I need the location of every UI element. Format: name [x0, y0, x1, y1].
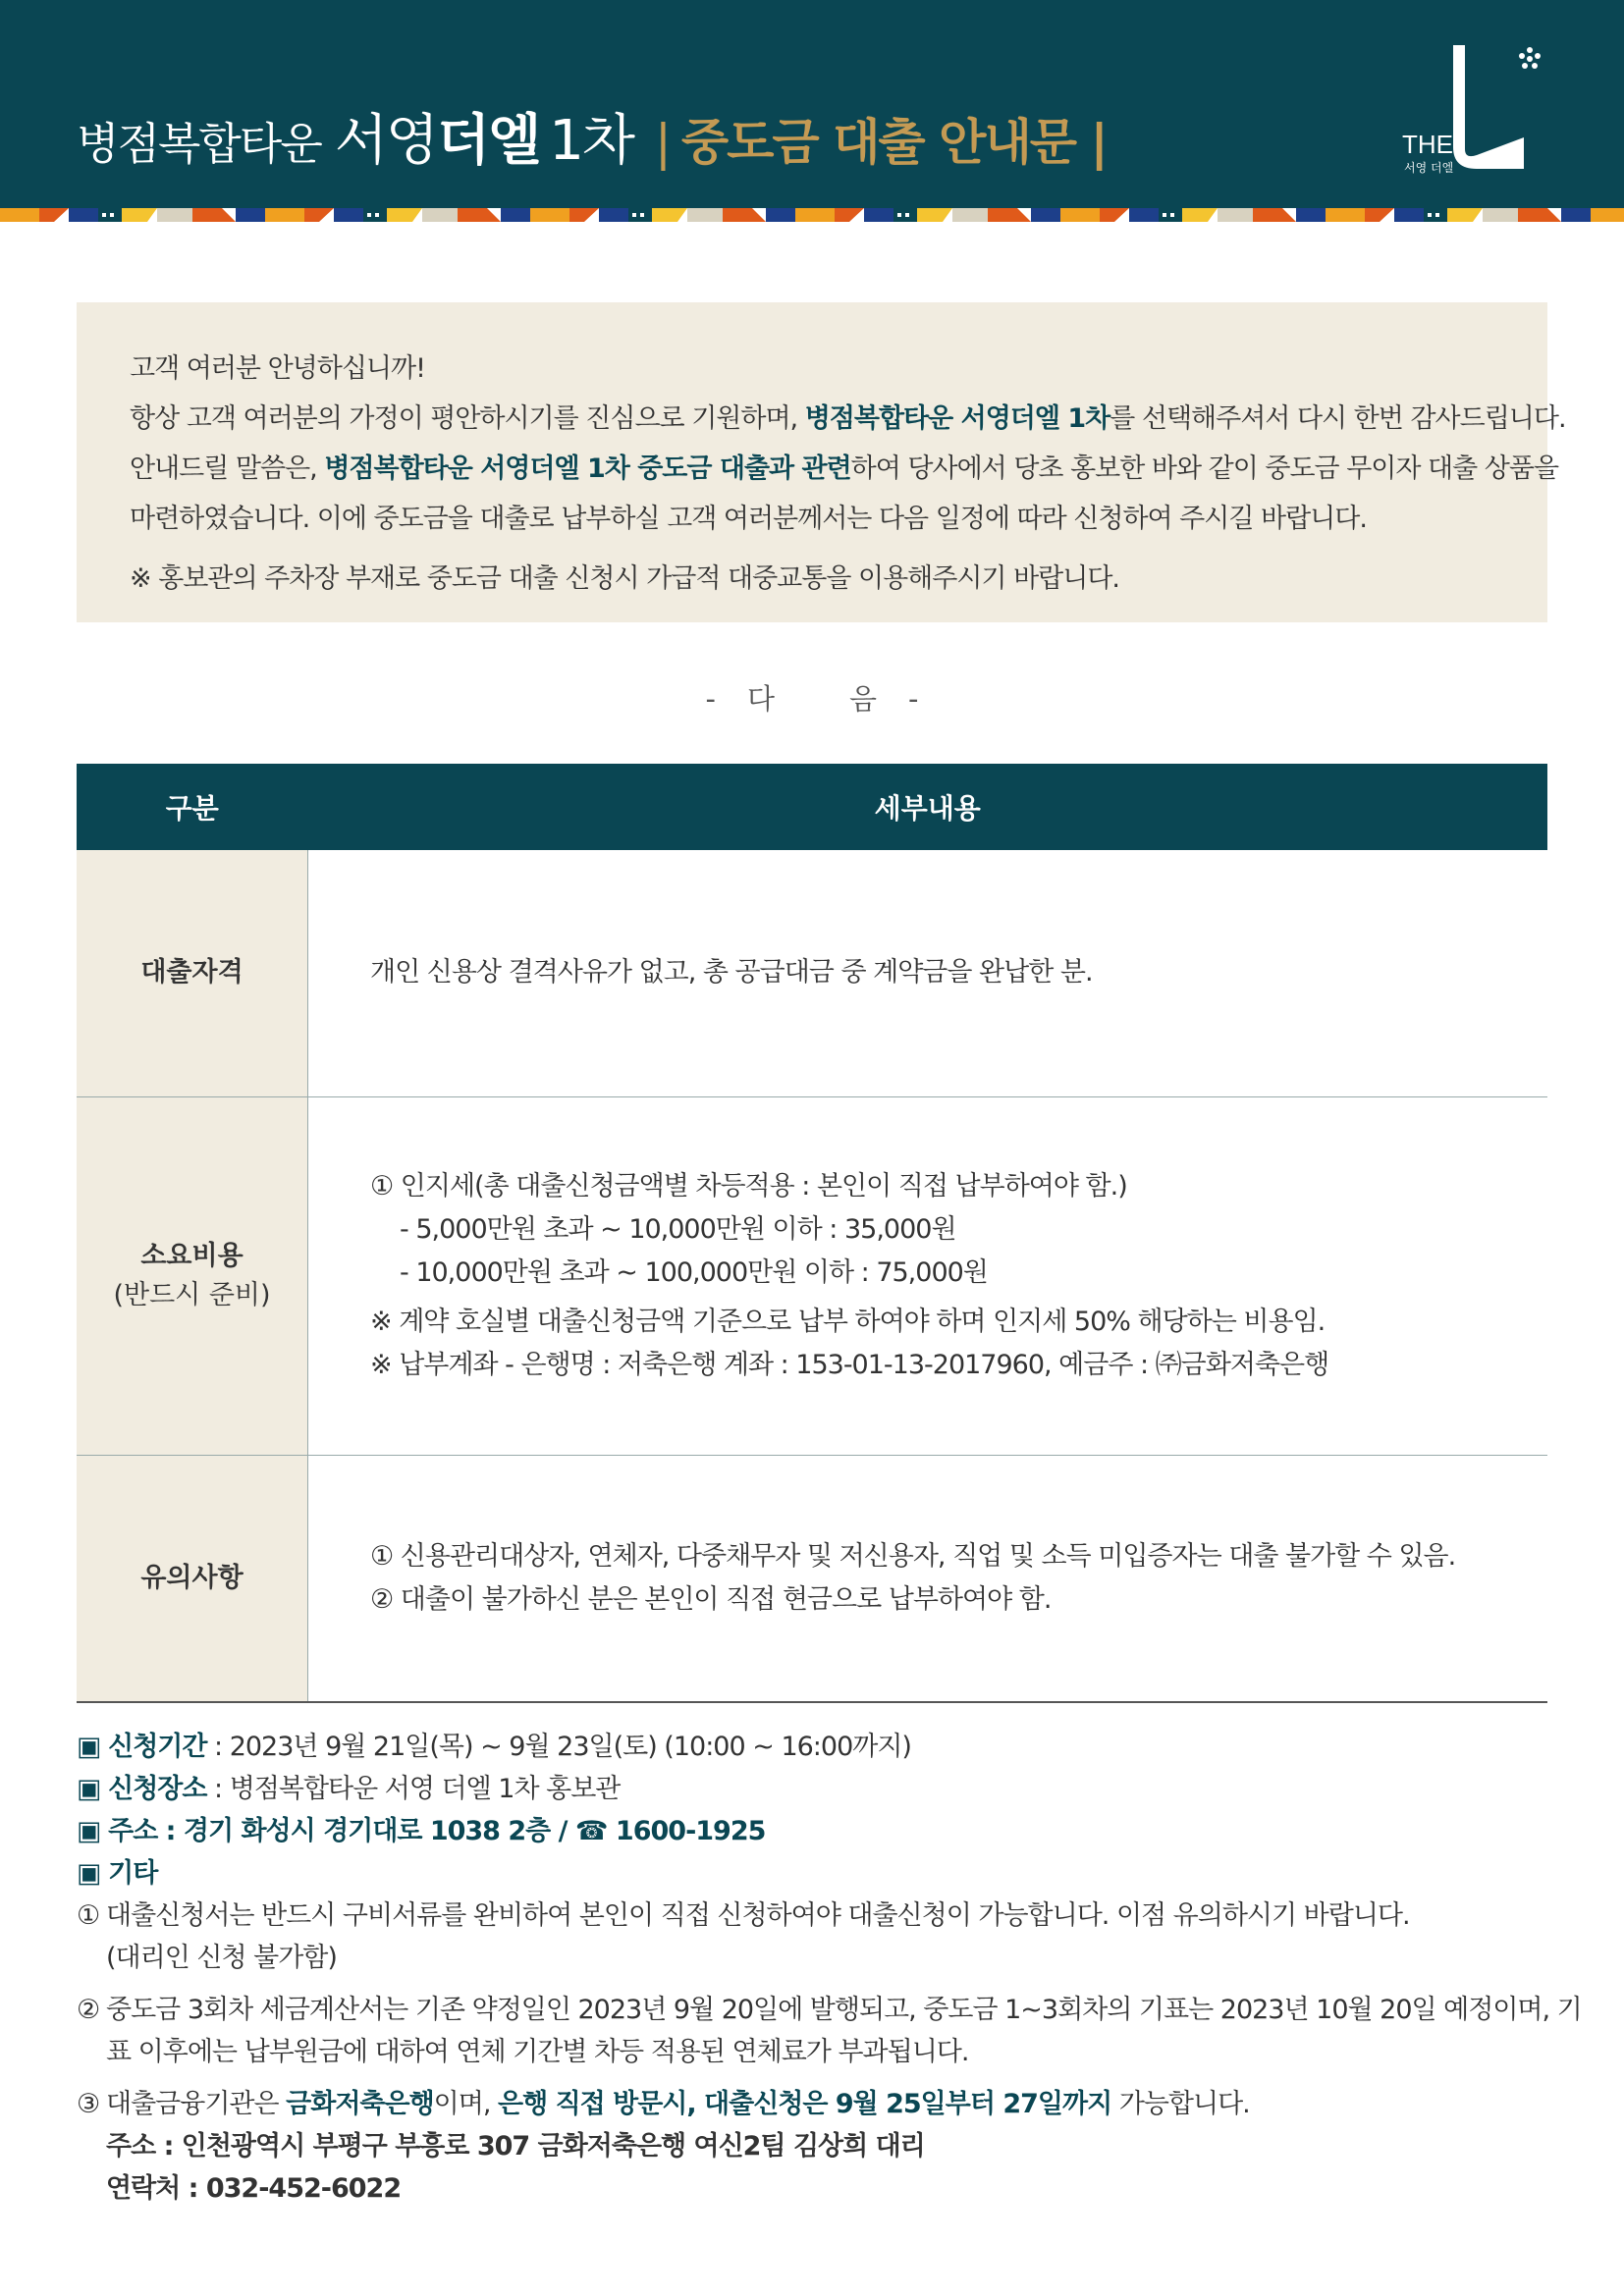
period-label: 신청기간 [108, 1732, 207, 1762]
item3-bank: 금화저축은행 [286, 2089, 434, 2119]
notice-line-2b: 병점복합타운 서영더엘 1차 [804, 403, 1110, 434]
etc-label: 기타 [108, 1858, 158, 1889]
square-bullet-icon: ▣ [77, 1774, 101, 1804]
row-category [77, 1096, 308, 1455]
dash-word-2: 음 [849, 682, 878, 716]
item-number: ③ [77, 2089, 100, 2119]
dash-left: - [705, 682, 716, 716]
bank-address: 주소 : 인천광역시 부평구 부흥로 307 금화저축은행 여신2팀 김상희 대리 [106, 2131, 925, 2162]
row-line: - 5,000만원 초과 ~ 10,000만원 이하 : 35,000원 [400, 1213, 956, 1245]
info-address [77, 1810, 1559, 1852]
dash-word-1: 다 [746, 682, 775, 716]
bank-contact: 연락처 : 032-452-6022 [106, 2173, 402, 2204]
notice-line-3c: 하여 당사에서 당초 홍보한 바와 같이 중도금 무이자 대출 상품을 [850, 454, 1559, 484]
period-value: : 2023년 9월 21일(목) ~ 9월 23일(토) (10:00 ~ 16:00까지) [206, 1732, 911, 1762]
row-content [308, 1096, 1548, 1455]
place-label: 신청장소 [108, 1774, 207, 1804]
notice-line-4: 마련하였습니다. 이에 중도금을 대출로 납부하실 고객 여러분께서는 다음 일정에 따라 신청하여 주시길 바랍니다. [130, 504, 1367, 534]
item3-part-c: 이며, [433, 2089, 498, 2119]
square-bullet-icon: ▣ [77, 1732, 101, 1762]
page-title [77, 106, 1107, 180]
row-category: 유의사항 [77, 1455, 308, 1702]
notice-line-2a: 항상 고객 여러분의 가정이 평안하시기를 진심으로 기원하며, [130, 403, 805, 434]
table-row [77, 1096, 1547, 1455]
item3-part-e: 가능합니다. [1111, 2089, 1250, 2119]
notice-line-2c: 를 선택해주셔서 다시 한번 감사드립니다. [1110, 403, 1566, 434]
row-content [308, 850, 1548, 1096]
place-value: : 병점복합타운 서영 더엘 1차 홍보관 [206, 1774, 621, 1804]
row-line: ① 인지세(총 대출신청금액별 차등적용 : 본인이 직접 납부하여야 함.) [370, 1170, 1127, 1201]
address-label: 주소 [108, 1816, 158, 1846]
row-line: ※ 납부계좌 - 은행명 : 저축은행 계좌 : 153-01-13-2017960, 예금주 : ㈜금화저축은행 [370, 1349, 1329, 1380]
details-table [77, 764, 1547, 1703]
notice-note: ※ 홍보관의 주차장 부재로 중도금 대출 신청시 가급적 대중교통을 이용해주시기 바랍니다. [130, 563, 1119, 594]
row-line: - 10,000만원 초과 ~ 100,000만원 이하 : 75,000원 [400, 1256, 988, 1288]
notice-line-3 [130, 444, 1559, 494]
item3-visit: 은행 직접 방문시, 대출신청은 9월 25일부터 27일까지 [498, 2089, 1112, 2119]
row-line: ※ 계약 호실별 대출신청금액 기준으로 납부 하여야 하며 인지세 50% 해당하는 비용임. [370, 1306, 1326, 1337]
list-item [77, 2083, 1559, 2210]
decorative-stripe [0, 208, 1624, 222]
title-divider: | [654, 114, 672, 171]
table-row [77, 1455, 1547, 1702]
logo-letter-shape [1453, 45, 1524, 169]
row-content [308, 1455, 1548, 1702]
notice-line-1: 고객 여러분 안녕하십니까! [130, 353, 425, 384]
item-text [106, 2083, 1250, 2125]
address-value: : 경기 화성시 경기대로 1038 2층 / ☎ 1600-1925 [157, 1816, 766, 1846]
row-line: ② 대출이 불가하신 분은 본인이 직접 현금으로 납부하여야 함. [370, 1583, 1052, 1615]
title-main-c: 1차 [549, 109, 633, 173]
info-place [77, 1768, 1559, 1810]
row-category: 대출자격 [77, 850, 308, 1096]
logo-sub-text: 서영 더엘 [1404, 161, 1454, 175]
list-item [77, 1895, 1559, 1979]
row-line: 개인 신용상 결격사유가 없고, 총 공급대금 중 계약금을 완납한 분. [370, 957, 1093, 988]
dash-right: - [908, 682, 919, 716]
item-number: ① [77, 1900, 100, 1931]
title-main-b: 더엘 [437, 109, 540, 173]
logo-the-text: THE [1402, 130, 1453, 159]
title-subtitle: 중도금 대출 안내문 | [680, 114, 1107, 171]
table-header-row [77, 764, 1547, 850]
brand-logo [1394, 39, 1542, 177]
title-prefix: 병점복합타운 [77, 118, 321, 170]
square-bullet-icon: ▣ [77, 1816, 101, 1846]
row-category-sub: (반드시 준비) [113, 1279, 271, 1310]
item-text: 대출신청서는 반드시 구비서류를 완비하여 본인이 직접 신청하여야 대출신청이 가능합니다. 이점 유의하시기 바랍니다. [106, 1900, 1410, 1931]
table-header-details: 세부내용 [308, 764, 1548, 850]
notice-line-2 [130, 394, 1566, 444]
section-heading [0, 677, 1624, 718]
square-bullet-icon: ▣ [77, 1858, 101, 1889]
header-banner [0, 0, 1624, 208]
notice-line-3a: 안내드릴 말씀은, [130, 454, 325, 484]
table-header-category: 구분 [77, 764, 308, 850]
row-line: ① 신용관리대상자, 연체자, 다중채무자 및 저신용자, 직업 및 소득 미입증자는 대출 불가할 수 있음. [370, 1540, 1456, 1572]
item-text: 중도금 3회차 세금계산서는 기존 약정일인 2023년 9월 20일에 발행되고, 중도금 1~3회차의 기표는 2023년 10월 20일 예정이며, 기 [106, 1995, 1582, 2025]
item-text-2: 표 이후에는 납부원금에 대하여 연체 기간별 차등 적용된 연체료가 부과됩니다. [106, 2037, 969, 2067]
list-item [77, 1989, 1582, 2073]
logo-star-icon [1519, 47, 1541, 69]
info-period [77, 1726, 1559, 1768]
info-etc [77, 1852, 1559, 1895]
info-section [77, 1726, 1582, 2210]
item-number: ② [77, 1995, 100, 2025]
item-text-2: (대리인 신청 불가함) [106, 1943, 337, 1973]
item3-part-a: 대출금융기관은 [106, 2089, 287, 2119]
table-row [77, 850, 1547, 1096]
notice-line-3b: 병점복합타운 서영더엘 1차 중도금 대출과 관련 [324, 454, 851, 484]
notice-box [77, 302, 1566, 622]
row-category-label: 소요비용 [140, 1240, 244, 1271]
title-main-a: 서영 [334, 109, 438, 173]
